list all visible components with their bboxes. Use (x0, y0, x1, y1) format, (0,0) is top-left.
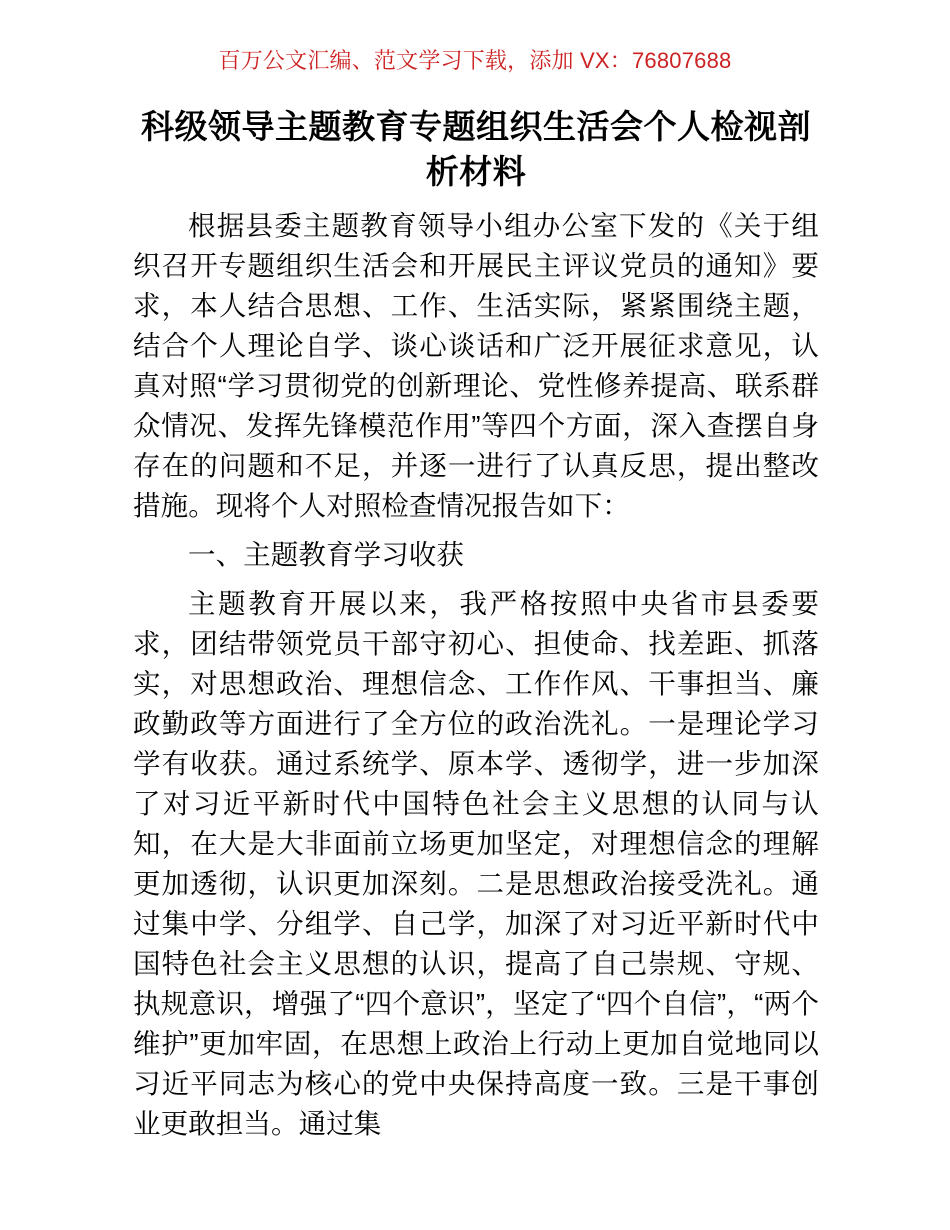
paragraph-intro: 根据县委主题教育领导小组办公室下发的《关于组织召开专题组织生活会和开展民主评议党员的通知》要求，本人结合思想、工作、生活实际，紧紧围绕主题，结合个人理论自学、谈心谈话和广泛开展征求意见，认真对照“学习贯彻党的创新理论、党性修养提高、联系群众情况、发挥先锋模范作用”等四个方面，深入查摆自身存在的问题和不足，并逐一进行了认真反思，提出整改措施。现将个人对照检查情况报告如下： (133, 210, 819, 521)
document-title: 科级领导主题教育专题组织生活会个人检视剖析材料 (141, 108, 811, 190)
document-body (133, 104, 819, 1153)
paragraph-section-one-body: 主题教育开展以来，我严格按照中央省市县委要求，团结带领党员干部守初心、担使命、找差距、抓落实，对思想政治、理想信念、工作作风、干事担当、廉政勤政等方面进行了全方位的政治洗礼。一是理论学习学有收获。通过系统学、原本学、透彻学，进一步加深了对习近平新时代中国特色社会主义思想的认同与认知，在大是大非面前立场更加坚定，对理想信念的理解更加透彻，认识更加深刻。二是思想政治接受洗礼。通过集中学、分组学、自己学，加深了对习近平新时代中国特色社会主义思想的认识，提高了自己崇规、守规、执规意识，增强了“四个意识”，坚定了“四个自信”，“两个维护”更加牢固，在思想上政治上行动上更加自觉地同以习近平同志为核心的党中央保持高度一致。三是干事创业更敢担当。通过集 (133, 588, 819, 1139)
section-heading-one: 一、主题教育学习收获 (188, 539, 464, 570)
promo-watermark-header: 百万公文汇编、范文学习下载，添加 VX：76807688 (218, 48, 732, 73)
